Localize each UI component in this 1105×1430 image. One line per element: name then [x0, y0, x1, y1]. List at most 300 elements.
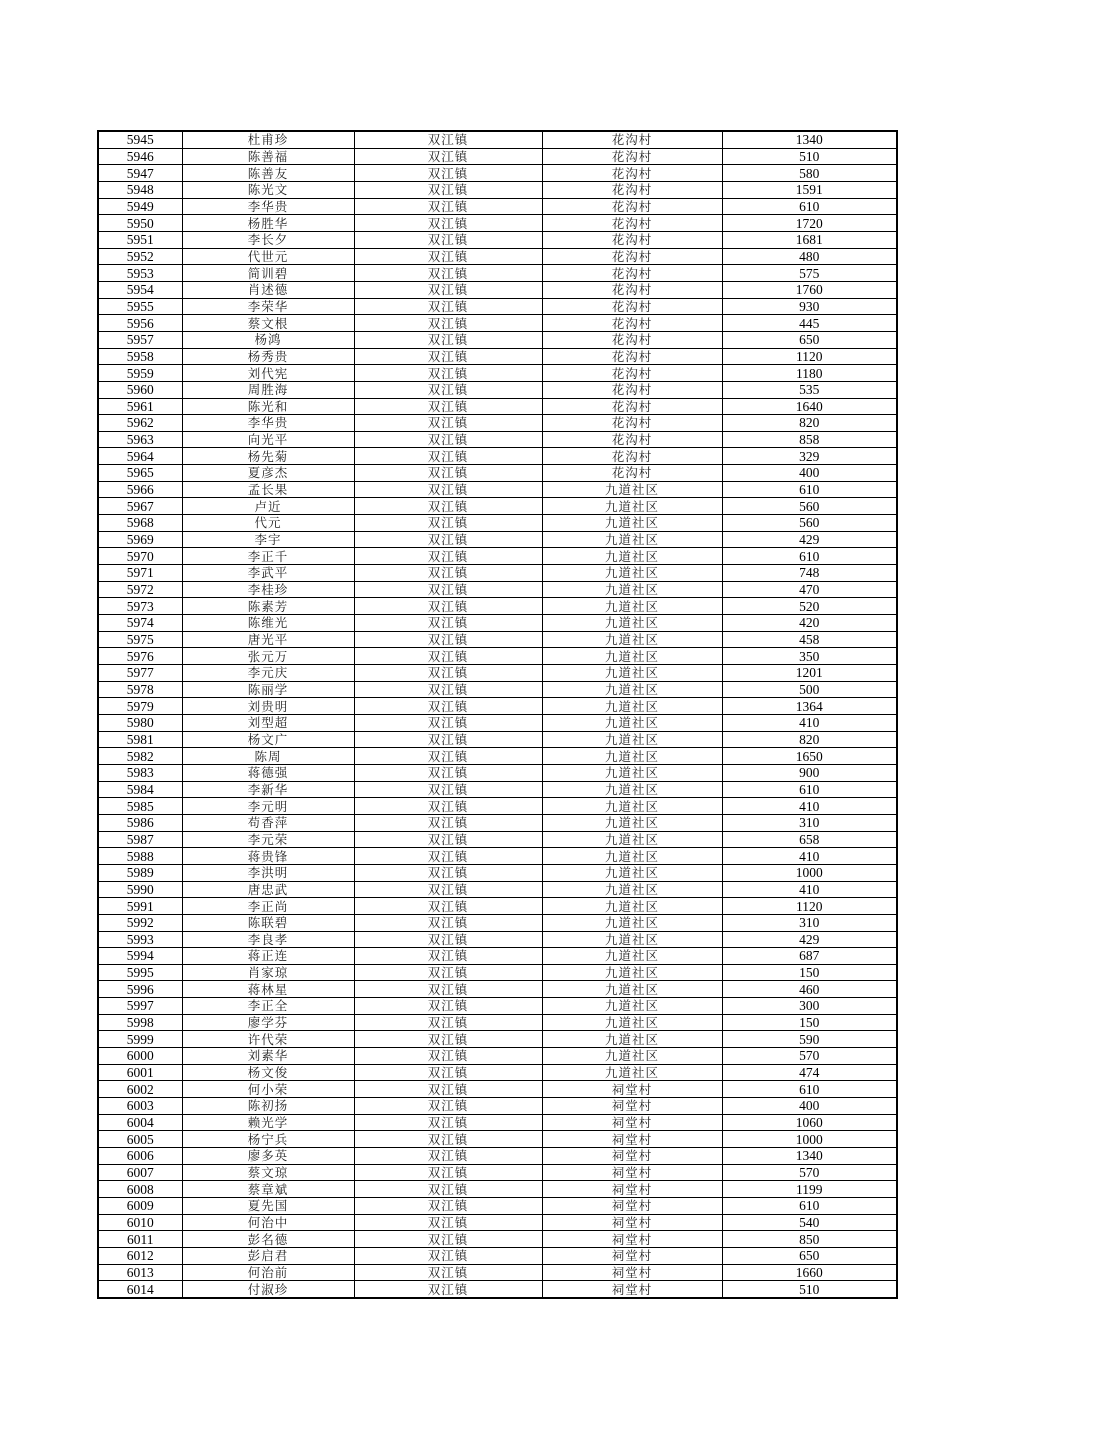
cell-town: 双江镇 [354, 1281, 542, 1298]
cell-name: 李正尚 [182, 898, 354, 915]
cell-village: 九道社区 [542, 814, 722, 831]
cell-village: 九道社区 [542, 964, 722, 981]
cell-amount: 420 [722, 615, 897, 632]
table-row [98, 1181, 897, 1198]
cell-name: 苟香萍 [182, 814, 354, 831]
table-row [98, 381, 897, 398]
cell-town: 双江镇 [354, 1048, 542, 1065]
cell-amount: 350 [722, 648, 897, 665]
cell-serial-number: 6006 [98, 1148, 182, 1165]
cell-amount: 900 [722, 764, 897, 781]
data-table [97, 130, 898, 1299]
cell-town: 双江镇 [354, 415, 542, 432]
cell-amount: 410 [722, 798, 897, 815]
cell-amount: 748 [722, 565, 897, 582]
cell-town: 双江镇 [354, 681, 542, 698]
cell-town: 双江镇 [354, 1114, 542, 1131]
table-row [98, 481, 897, 498]
cell-town: 双江镇 [354, 515, 542, 532]
cell-name: 陈善友 [182, 165, 354, 182]
cell-village: 九道社区 [542, 615, 722, 632]
cell-serial-number: 5984 [98, 781, 182, 798]
cell-amount: 930 [722, 298, 897, 315]
cell-town: 双江镇 [354, 748, 542, 765]
cell-town: 双江镇 [354, 1131, 542, 1148]
cell-village: 祠堂村 [542, 1114, 722, 1131]
cell-amount: 1201 [722, 665, 897, 682]
table-row [98, 1247, 897, 1264]
cell-name: 付淑珍 [182, 1281, 354, 1298]
cell-village: 祠堂村 [542, 1164, 722, 1181]
cell-village: 花沟村 [542, 181, 722, 198]
cell-village: 九道社区 [542, 981, 722, 998]
cell-name: 李华贵 [182, 198, 354, 215]
cell-town: 双江镇 [354, 1064, 542, 1081]
table-row [98, 531, 897, 548]
cell-name: 李元庆 [182, 665, 354, 682]
cell-serial-number: 5976 [98, 648, 182, 665]
cell-amount: 560 [722, 515, 897, 532]
cell-amount: 1060 [722, 1114, 897, 1131]
cell-name: 李元荣 [182, 831, 354, 848]
table-row [98, 548, 897, 565]
cell-town: 双江镇 [354, 148, 542, 165]
cell-name: 刘型超 [182, 714, 354, 731]
cell-town: 双江镇 [354, 398, 542, 415]
cell-village: 祠堂村 [542, 1098, 722, 1115]
cell-serial-number: 5977 [98, 665, 182, 682]
cell-name: 张元万 [182, 648, 354, 665]
cell-name: 夏彦杰 [182, 465, 354, 482]
table-row [98, 848, 897, 865]
cell-name: 何小荣 [182, 1081, 354, 1098]
table-row [98, 798, 897, 815]
table-row [98, 515, 897, 532]
cell-town: 双江镇 [354, 231, 542, 248]
cell-serial-number: 5974 [98, 615, 182, 632]
cell-name: 陈光和 [182, 398, 354, 415]
cell-name: 李宇 [182, 531, 354, 548]
cell-amount: 1120 [722, 898, 897, 915]
cell-village: 花沟村 [542, 231, 722, 248]
table-row [98, 781, 897, 798]
cell-name: 代世元 [182, 248, 354, 265]
cell-name: 李洪明 [182, 864, 354, 881]
cell-amount: 329 [722, 448, 897, 465]
cell-amount: 310 [722, 914, 897, 931]
cell-town: 双江镇 [354, 1181, 542, 1198]
cell-amount: 1120 [722, 348, 897, 365]
cell-serial-number: 5992 [98, 914, 182, 931]
cell-name: 杨文广 [182, 731, 354, 748]
cell-name: 蔡文根 [182, 315, 354, 332]
cell-village: 九道社区 [542, 648, 722, 665]
cell-amount: 474 [722, 1064, 897, 1081]
cell-name: 陈光文 [182, 181, 354, 198]
cell-amount: 610 [722, 548, 897, 565]
cell-serial-number: 5981 [98, 731, 182, 748]
cell-serial-number: 5947 [98, 165, 182, 182]
cell-amount: 1591 [722, 181, 897, 198]
cell-town: 双江镇 [354, 864, 542, 881]
table-row [98, 331, 897, 348]
cell-amount: 480 [722, 248, 897, 265]
cell-name: 李荣华 [182, 298, 354, 315]
cell-amount: 610 [722, 1081, 897, 1098]
cell-amount: 300 [722, 998, 897, 1015]
cell-village: 花沟村 [542, 131, 722, 148]
cell-town: 双江镇 [354, 898, 542, 915]
cell-name: 李桂珍 [182, 581, 354, 598]
cell-amount: 570 [722, 1048, 897, 1065]
cell-serial-number: 5987 [98, 831, 182, 848]
cell-village: 祠堂村 [542, 1181, 722, 1198]
cell-name: 刘代宪 [182, 365, 354, 382]
cell-serial-number: 6014 [98, 1281, 182, 1298]
cell-village: 九道社区 [542, 698, 722, 715]
cell-village: 九道社区 [542, 1031, 722, 1048]
cell-amount: 820 [722, 731, 897, 748]
cell-serial-number: 5971 [98, 565, 182, 582]
table-row [98, 631, 897, 648]
cell-village: 九道社区 [542, 1048, 722, 1065]
cell-serial-number: 5982 [98, 748, 182, 765]
cell-name: 蔡文琼 [182, 1164, 354, 1181]
cell-amount: 1640 [722, 398, 897, 415]
table-row [98, 448, 897, 465]
cell-village: 祠堂村 [542, 1131, 722, 1148]
cell-serial-number: 5999 [98, 1031, 182, 1048]
cell-name: 李正千 [182, 548, 354, 565]
cell-serial-number: 5970 [98, 548, 182, 565]
table-row [98, 315, 897, 332]
cell-town: 双江镇 [354, 331, 542, 348]
table-row [98, 148, 897, 165]
cell-amount: 458 [722, 631, 897, 648]
table-row [98, 1164, 897, 1181]
cell-village: 九道社区 [542, 998, 722, 1015]
cell-amount: 820 [722, 415, 897, 432]
cell-town: 双江镇 [354, 181, 542, 198]
cell-name: 蒋贵锋 [182, 848, 354, 865]
cell-name: 夏先国 [182, 1198, 354, 1215]
table-row [98, 1081, 897, 1098]
cell-amount: 510 [722, 148, 897, 165]
cell-amount: 1199 [722, 1181, 897, 1198]
cell-town: 双江镇 [354, 798, 542, 815]
cell-town: 双江镇 [354, 831, 542, 848]
cell-town: 双江镇 [354, 1164, 542, 1181]
cell-village: 九道社区 [542, 515, 722, 532]
cell-amount: 610 [722, 781, 897, 798]
cell-village: 九道社区 [542, 714, 722, 731]
cell-village: 祠堂村 [542, 1148, 722, 1165]
cell-town: 双江镇 [354, 565, 542, 582]
cell-serial-number: 5957 [98, 331, 182, 348]
table-row [98, 1014, 897, 1031]
table-row [98, 498, 897, 515]
table-row [98, 398, 897, 415]
cell-name: 许代荣 [182, 1031, 354, 1048]
table-row [98, 681, 897, 698]
table-row [98, 1048, 897, 1065]
cell-town: 双江镇 [354, 764, 542, 781]
cell-village: 花沟村 [542, 415, 722, 432]
cell-village: 九道社区 [542, 948, 722, 965]
cell-name: 彭启君 [182, 1247, 354, 1264]
cell-town: 双江镇 [354, 498, 542, 515]
table-row [98, 1198, 897, 1215]
table-row [98, 864, 897, 881]
table-row [98, 165, 897, 182]
cell-serial-number: 5955 [98, 298, 182, 315]
cell-village: 九道社区 [542, 848, 722, 865]
cell-town: 双江镇 [354, 281, 542, 298]
cell-serial-number: 6013 [98, 1264, 182, 1281]
cell-village: 九道社区 [542, 631, 722, 648]
cell-town: 双江镇 [354, 215, 542, 232]
cell-town: 双江镇 [354, 998, 542, 1015]
cell-amount: 540 [722, 1214, 897, 1231]
cell-name: 何治中 [182, 1214, 354, 1231]
cell-amount: 610 [722, 198, 897, 215]
cell-village: 九道社区 [542, 548, 722, 565]
cell-name: 李华贵 [182, 415, 354, 432]
table-row [98, 265, 897, 282]
cell-amount: 429 [722, 931, 897, 948]
cell-amount: 1681 [722, 231, 897, 248]
cell-name: 孟长果 [182, 481, 354, 498]
cell-serial-number: 5961 [98, 398, 182, 415]
cell-name: 李新华 [182, 781, 354, 798]
cell-amount: 580 [722, 165, 897, 182]
table-row [98, 1114, 897, 1131]
table-row [98, 898, 897, 915]
cell-town: 双江镇 [354, 814, 542, 831]
table-row [98, 964, 897, 981]
cell-town: 双江镇 [354, 431, 542, 448]
cell-town: 双江镇 [354, 631, 542, 648]
cell-town: 双江镇 [354, 131, 542, 148]
table-row [98, 348, 897, 365]
cell-serial-number: 5951 [98, 231, 182, 248]
cell-village: 九道社区 [542, 665, 722, 682]
table-row [98, 298, 897, 315]
cell-village: 花沟村 [542, 198, 722, 215]
table-row [98, 281, 897, 298]
cell-amount: 1180 [722, 365, 897, 382]
cell-serial-number: 5968 [98, 515, 182, 532]
cell-serial-number: 6009 [98, 1198, 182, 1215]
cell-serial-number: 6007 [98, 1164, 182, 1181]
cell-village: 花沟村 [542, 398, 722, 415]
cell-serial-number: 5988 [98, 848, 182, 865]
cell-serial-number: 6012 [98, 1247, 182, 1264]
cell-village: 祠堂村 [542, 1247, 722, 1264]
cell-serial-number: 5946 [98, 148, 182, 165]
cell-town: 双江镇 [354, 881, 542, 898]
cell-village: 祠堂村 [542, 1281, 722, 1298]
cell-amount: 1340 [722, 1148, 897, 1165]
table-row [98, 1148, 897, 1165]
cell-town: 双江镇 [354, 298, 542, 315]
cell-name: 蒋正连 [182, 948, 354, 965]
cell-name: 刘贵明 [182, 698, 354, 715]
cell-name: 杨秀贵 [182, 348, 354, 365]
cell-town: 双江镇 [354, 648, 542, 665]
cell-village: 花沟村 [542, 248, 722, 265]
cell-amount: 858 [722, 431, 897, 448]
cell-name: 陈素芳 [182, 598, 354, 615]
cell-serial-number: 5991 [98, 898, 182, 915]
table-row [98, 231, 897, 248]
cell-name: 杜甫珍 [182, 131, 354, 148]
cell-amount: 1364 [722, 698, 897, 715]
cell-serial-number: 5979 [98, 698, 182, 715]
cell-name: 陈善福 [182, 148, 354, 165]
cell-serial-number: 5986 [98, 814, 182, 831]
cell-amount: 560 [722, 498, 897, 515]
cell-amount: 410 [722, 848, 897, 865]
cell-serial-number: 5993 [98, 931, 182, 948]
cell-name: 陈联碧 [182, 914, 354, 931]
cell-name: 唐光平 [182, 631, 354, 648]
table-row [98, 714, 897, 731]
cell-serial-number: 5972 [98, 581, 182, 598]
cell-name: 李正全 [182, 998, 354, 1015]
cell-town: 双江镇 [354, 598, 542, 615]
cell-name: 唐忠武 [182, 881, 354, 898]
cell-village: 花沟村 [542, 165, 722, 182]
table-row [98, 181, 897, 198]
cell-name: 彭名德 [182, 1231, 354, 1248]
cell-serial-number: 5959 [98, 365, 182, 382]
cell-name: 陈周 [182, 748, 354, 765]
cell-town: 双江镇 [354, 581, 542, 598]
cell-village: 九道社区 [542, 898, 722, 915]
cell-village: 花沟村 [542, 348, 722, 365]
cell-serial-number: 6008 [98, 1181, 182, 1198]
cell-serial-number: 5950 [98, 215, 182, 232]
cell-amount: 510 [722, 1281, 897, 1298]
cell-village: 九道社区 [542, 481, 722, 498]
table-row [98, 598, 897, 615]
cell-town: 双江镇 [354, 531, 542, 548]
cell-village: 花沟村 [542, 315, 722, 332]
table-row [98, 665, 897, 682]
cell-amount: 1650 [722, 748, 897, 765]
cell-serial-number: 5954 [98, 281, 182, 298]
cell-serial-number: 5996 [98, 981, 182, 998]
cell-amount: 1340 [722, 131, 897, 148]
cell-serial-number: 5949 [98, 198, 182, 215]
cell-amount: 1760 [722, 281, 897, 298]
cell-town: 双江镇 [354, 1031, 542, 1048]
cell-amount: 687 [722, 948, 897, 965]
cell-town: 双江镇 [354, 665, 542, 682]
cell-amount: 150 [722, 964, 897, 981]
cell-serial-number: 6005 [98, 1131, 182, 1148]
table-row [98, 615, 897, 632]
cell-serial-number: 5958 [98, 348, 182, 365]
table-row [98, 1131, 897, 1148]
cell-town: 双江镇 [354, 1214, 542, 1231]
cell-village: 花沟村 [542, 281, 722, 298]
cell-village: 九道社区 [542, 798, 722, 815]
cell-village: 九道社区 [542, 731, 722, 748]
cell-name: 廖多英 [182, 1148, 354, 1165]
cell-name: 刘素华 [182, 1048, 354, 1065]
cell-name: 杨宁兵 [182, 1131, 354, 1148]
cell-serial-number: 5963 [98, 431, 182, 448]
cell-amount: 590 [722, 1031, 897, 1048]
cell-serial-number: 5978 [98, 681, 182, 698]
cell-serial-number: 5969 [98, 531, 182, 548]
cell-village: 祠堂村 [542, 1214, 722, 1231]
cell-serial-number: 5994 [98, 948, 182, 965]
table-row [98, 914, 897, 931]
cell-serial-number: 6001 [98, 1064, 182, 1081]
cell-village: 九道社区 [542, 1064, 722, 1081]
table-body [98, 131, 897, 1298]
cell-village: 花沟村 [542, 465, 722, 482]
table-row [98, 215, 897, 232]
cell-serial-number: 5953 [98, 265, 182, 282]
cell-town: 双江镇 [354, 1148, 542, 1165]
cell-serial-number: 5983 [98, 764, 182, 781]
cell-amount: 410 [722, 714, 897, 731]
cell-village: 九道社区 [542, 864, 722, 881]
cell-serial-number: 5973 [98, 598, 182, 615]
cell-village: 九道社区 [542, 681, 722, 698]
cell-town: 双江镇 [354, 948, 542, 965]
cell-village: 九道社区 [542, 831, 722, 848]
table-row [98, 1264, 897, 1281]
cell-serial-number: 5965 [98, 465, 182, 482]
cell-name: 周胜海 [182, 381, 354, 398]
cell-village: 九道社区 [542, 748, 722, 765]
cell-town: 双江镇 [354, 365, 542, 382]
cell-name: 肖述德 [182, 281, 354, 298]
cell-village: 花沟村 [542, 381, 722, 398]
cell-name: 杨先菊 [182, 448, 354, 465]
cell-town: 双江镇 [354, 465, 542, 482]
cell-town: 双江镇 [354, 1198, 542, 1215]
cell-village: 九道社区 [542, 881, 722, 898]
cell-amount: 429 [722, 531, 897, 548]
table-row [98, 948, 897, 965]
table-row [98, 415, 897, 432]
cell-town: 双江镇 [354, 781, 542, 798]
cell-serial-number: 6003 [98, 1098, 182, 1115]
cell-serial-number: 5967 [98, 498, 182, 515]
table-row [98, 365, 897, 382]
cell-village: 祠堂村 [542, 1198, 722, 1215]
cell-village: 花沟村 [542, 331, 722, 348]
cell-town: 双江镇 [354, 964, 542, 981]
cell-village: 花沟村 [542, 148, 722, 165]
cell-name: 杨鸿 [182, 331, 354, 348]
cell-serial-number: 5989 [98, 864, 182, 881]
cell-name: 何治前 [182, 1264, 354, 1281]
cell-serial-number: 5985 [98, 798, 182, 815]
table-row [98, 131, 897, 148]
cell-name: 卢近 [182, 498, 354, 515]
cell-serial-number: 5998 [98, 1014, 182, 1031]
cell-amount: 610 [722, 481, 897, 498]
table-row [98, 998, 897, 1015]
cell-serial-number: 6011 [98, 1231, 182, 1248]
